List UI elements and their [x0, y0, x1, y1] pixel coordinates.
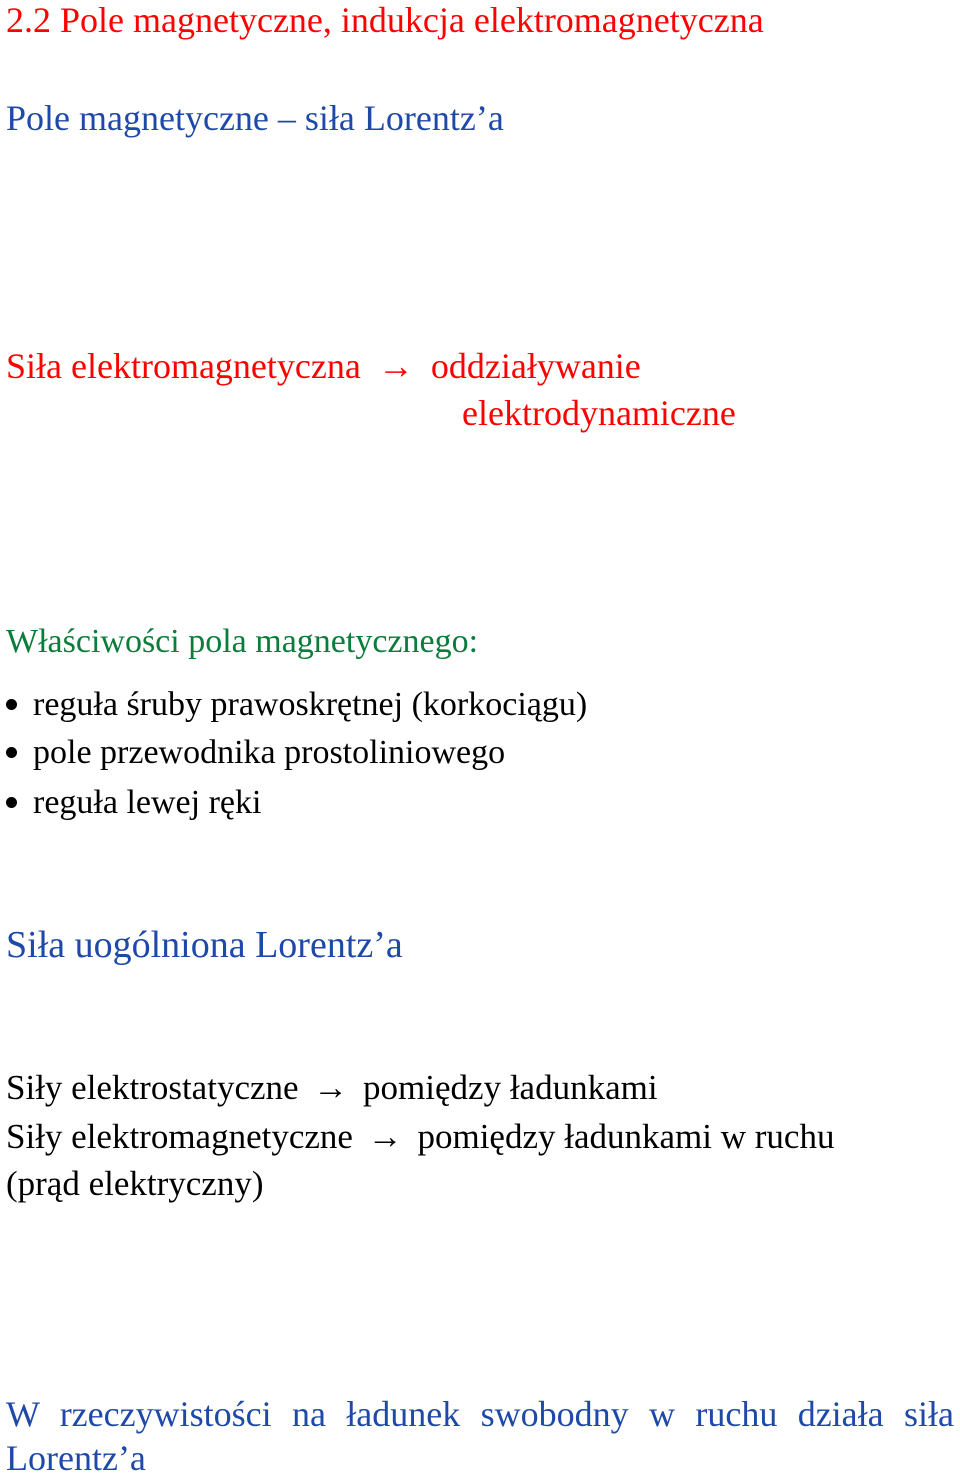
right-arrow-icon: →: [377, 346, 414, 386]
properties-title: Właściwości pola magnetycznego:: [6, 623, 479, 660]
em-force-label: Siła elektromagnetyczna: [6, 346, 361, 386]
lorentz-general-heading: Siła uogólniona Lorentz’a: [6, 924, 403, 966]
bullet-icon: [6, 699, 17, 710]
list-item-text: reguła lewej ręki: [33, 784, 262, 821]
bullet-icon: [6, 797, 17, 808]
electromagnetic-label: Siły elektromagnetyczne: [6, 1117, 353, 1156]
list-item: [6, 688, 587, 722]
electrostatic-desc: pomiędzy ładunkami: [363, 1068, 658, 1107]
section-subheading: Pole magnetyczne – siła Lorentz’a: [6, 98, 504, 138]
page-heading: 2.2 Pole magnetyczne, indukcja elektromagnetyczna: [6, 0, 764, 40]
current-note: (prąd elektryczny): [6, 1164, 264, 1203]
list-item: [6, 736, 505, 770]
bullet-icon: [6, 747, 17, 758]
right-arrow-icon: →: [313, 1068, 349, 1107]
electromagnetic-desc: pomiędzy ładunkami w ruchu: [417, 1117, 835, 1156]
right-arrow-icon: →: [367, 1117, 403, 1156]
electrostatic-forces-line: [6, 1070, 658, 1105]
list-item: [6, 786, 261, 820]
em-force-line: [6, 348, 641, 384]
conclusion-paragraph: W rzeczywistości na ładunek swobodny w ruchu działa siła Lorentz’a: [6, 1394, 954, 1478]
em-force-result-cont: elektrodynamiczne: [462, 393, 736, 433]
em-force-result: oddziaływanie: [430, 346, 641, 386]
electrostatic-label: Siły elektrostatyczne: [6, 1068, 299, 1107]
list-item-text: pole przewodnika prostoliniowego: [33, 734, 506, 771]
electromagnetic-forces-line: [6, 1119, 834, 1154]
list-item-text: reguła śruby prawoskrętnej (korkociągu): [33, 686, 588, 723]
